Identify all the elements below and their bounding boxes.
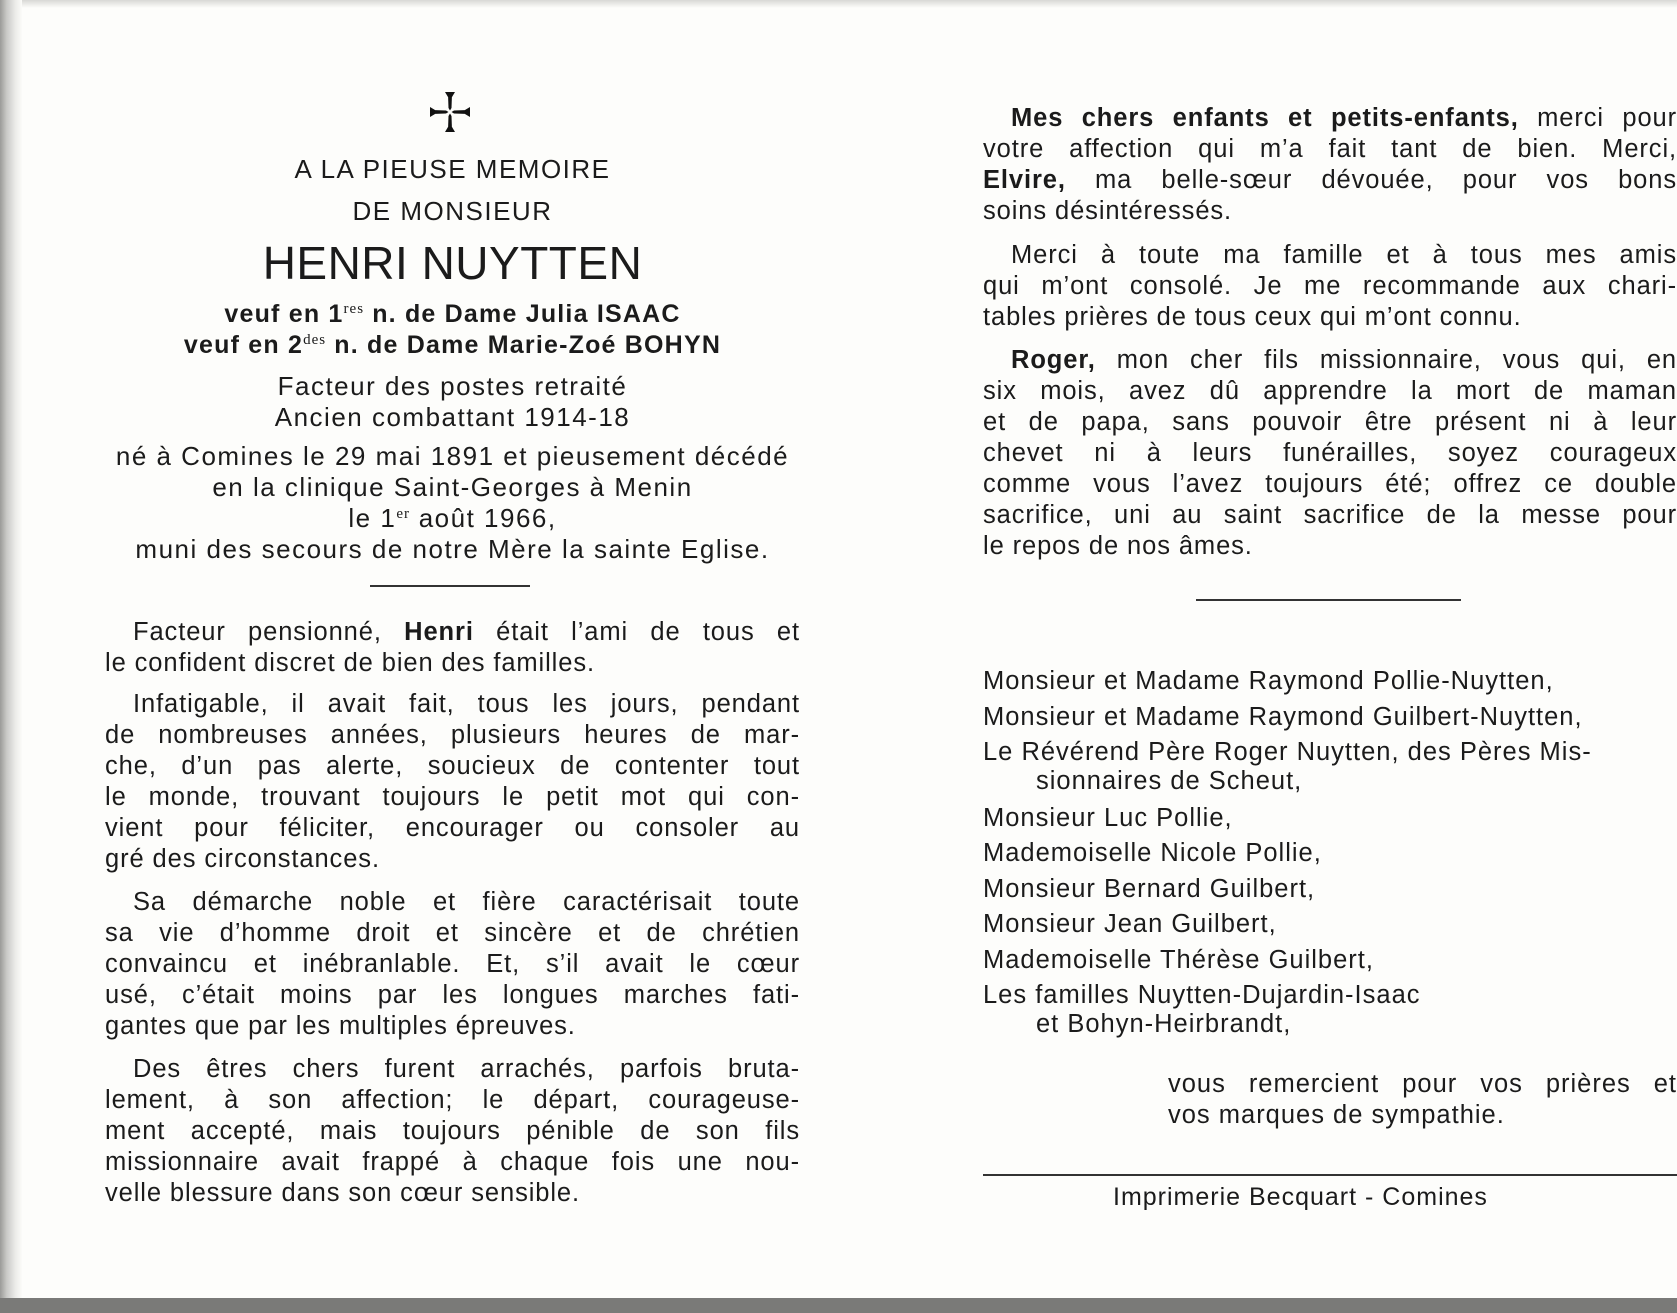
family-member: Monsieur Bernard Guilbert, [983,874,1316,903]
family-member-continuation: et Bohyn-Heirbrandt, [1036,1009,1292,1038]
family-member-continuation: sionnaires de Scheut, [1036,766,1303,795]
paragraph-tribute: Facteur pensionné, Henri était l’ami de tous et le confident discret de bien des familles. [105,618,800,677]
family-member: Mademoiselle Thérèse Guilbert, [983,945,1374,974]
divider [1196,599,1461,601]
family-member: Monsieur et Madame Raymond Pollie-Nuytten, [983,667,1554,695]
family-member: Monsieur et Madame Raymond Guilbert-Nuytten, [983,702,1583,731]
deceased-name: HENRI NUYTTEN [262,237,643,289]
family-member: Monsieur Luc Pollie, [983,803,1233,832]
family-member: Le Révérend Père Roger Nuytten, des Pères Mis- [983,738,1592,766]
divider [370,585,530,587]
paragraph-roger: Roger, mon cher fils missionnaire, vous qui, en six mois, avez dû apprendre la mort de maman et de papa, sans pouvoir être présent ni à leur chevet ni à leurs funérailles, soyez courageux comme vous l’avez toujours été; offrez ce double sacrifice, uni au saint sacrifice de la messe pour le repos de nos âmes. [983,346,1677,560]
printer-credit: Imprimerie Becquart - Comines [1113,1183,1488,1211]
veteran-status: Ancien combattant 1914-18 [274,402,631,432]
paragraph-thanks-children: Mes chers enfants et petits-enfants, merci pour votre affection qui m’a fait tant de bien. Merci, Elvire, ma belle-sœur dévouée, pour vos bons soins désintéressés. [983,104,1677,225]
family-member: Les familles Nuytten-Dujardin-Isaac [983,981,1421,1009]
widower-line-2: veuf en $2^{des}$ n. de Dame Marie-Zoé BOHYN [183,331,722,359]
page-left-edge-shadow [0,0,22,1313]
closing-thanks: vous remercient pour vos prières et vos marques de sympathie. [1168,1070,1677,1129]
occupation: Facteur des postes retraité [277,371,628,401]
family-list [983,664,1677,1044]
memorial-subheading: DE MONSIEUR [352,196,553,226]
sacraments-line: muni des secours de notre Mère la sainte Eglise. [135,534,770,564]
birth-death-line-1: né à Comines le 29 mai 1891 et pieusement décédé [115,441,790,471]
family-member: Monsieur Jean Guilbert, [983,910,1277,938]
page-top-shadow [0,0,1677,8]
memorial-heading: A LA PIEUSE MEMOIRE [294,154,611,184]
maltese-cross-icon [430,92,470,132]
widower-line-1: veuf en 1res n. de Dame Julia ISAAC [224,300,681,328]
paragraph-character: Sa démarche noble et fière caractérisait toute sa vie d’homme droit et sincère et de chrétien convaincu et inébranlable. Et, s’il avait le cœur usé, c’était moins par les longues marches fati- gantes que par les multiples épreuves. [105,888,800,1040]
birth-death-line-2: en la clinique Saint-Georges à Menin [212,472,693,502]
death-date: le 1er août 1966, [348,503,557,533]
paragraph-tireless: Infatigable, il avait fait, tous les jours, pendant de nombreuses années, plusieurs heures de mar- che, d’un pas alerte, soucieux de contenter tout le monde, trouvant toujours le petit mot qui con- vient pour féliciter, encourager ou consoler au gré des circonstances. [105,690,800,873]
family-member: Mademoiselle Nicole Pollie, [983,839,1322,867]
paragraph-losses: Des êtres chers furent arrachés, parfois bruta- lement, à son affection; le départ, courageuse- ment accepté, mais toujours pénible de son fils missionnaire avait frappé à chaque fois une nou- velle blessure dans son cœur sensible. [105,1055,800,1207]
paragraph-thanks-family: Merci à toute ma famille et à tous mes amis qui m’ont consolé. Je me recommande aux chari- tables prières de tous ceux qui m’ont connu. [983,241,1677,331]
scan-bottom-edge [0,1298,1677,1313]
footer-divider [983,1174,1677,1176]
